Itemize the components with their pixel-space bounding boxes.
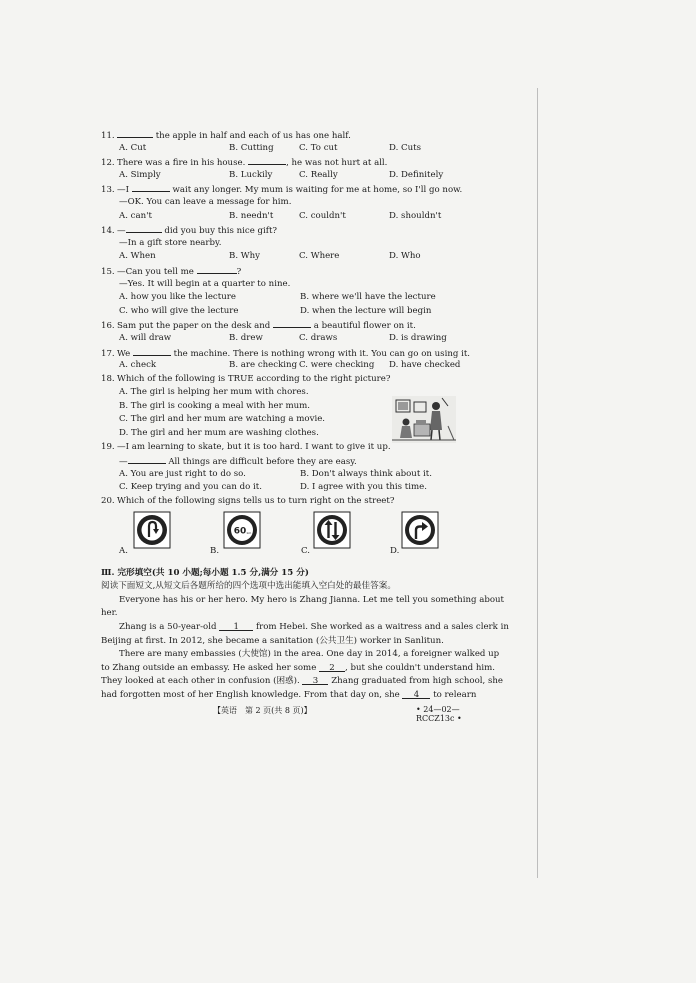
question-14-reply: —In a gift store nearby. — [119, 237, 222, 248]
options-16: A. will draw B. drew C. draws D. is drawing — [119, 332, 447, 343]
answer-blank — [126, 223, 162, 233]
options-17: A. check B. are checking C. were checking D. have checked — [119, 360, 461, 371]
no-u-turn-sign-icon — [133, 511, 171, 549]
family-picture — [392, 396, 456, 443]
passage-p2-line1: Zhang is a 50-year-old 1 from Hebei. She worked as a waitress and a sales clerk in — [119, 622, 509, 632]
options-19-cd: C. Keep trying and you can do it. D. I agree with you this time. — [119, 482, 427, 493]
option-a: A. Cut — [119, 142, 147, 153]
section-title: Ⅲ. 完形填空(共 10 小题;每小题 1.5 分,满分 15 分) — [101, 567, 309, 578]
options-15-cd: C. who will give the lecture D. when the lecture will begin — [119, 305, 432, 316]
answer-blank — [273, 318, 311, 328]
question-19: 19. —I am learning to skate, but it is too hard. I want to give it up. — [101, 441, 391, 452]
options-12: A. Simply B. Luckily C. Really D. Definitely — [119, 169, 444, 180]
question-20: 20. Which of the following signs tells us to turn right on the street? — [101, 496, 395, 507]
cloze-blank-3: 3 — [302, 675, 328, 685]
question-11: 11. the apple in half and each of us has one half. — [101, 128, 488, 142]
question-19-reply: — All things are difficult before they are easy. — [101, 454, 488, 468]
question-15-reply: —Yes. It will begin at a quarter to nine. — [119, 278, 291, 289]
options-15-ab: A. how you like the lecture B. where we'll have the lecture — [119, 292, 436, 303]
question-17: 17. We the machine. There is nothing wrong with it. You can go on using it. — [101, 346, 488, 360]
answer-blank — [117, 128, 153, 138]
traffic-signs: A. B. 60 km C. D. — [101, 511, 488, 567]
svg-text:60: 60 — [233, 526, 247, 537]
answer-blank — [132, 182, 170, 192]
page-edge-line — [537, 88, 538, 878]
footer-page-info: 【英语 第 2 页(共 8 页)】 — [213, 706, 312, 715]
answer-blank — [197, 264, 237, 274]
passage-p1-line2: her. — [101, 608, 118, 619]
question-12: 12. There was a fire in his house. , he was not hurt at all. — [101, 155, 488, 169]
question-14: 14. — did you buy this nice gift? — [101, 223, 488, 237]
options-11 — [101, 142, 488, 156]
option-c: C. To cut — [299, 142, 338, 153]
passage-p2-line2: Beijing at first. In 2012, she became a sanitation (公共卫生) worker in Sanlitun. — [101, 635, 444, 646]
question-16: 16. Sam put the paper on the desk and a beautiful flower on it. — [101, 318, 488, 332]
cloze-blank-2: 2 — [319, 662, 345, 672]
cloze-blank-1: 1 — [219, 621, 253, 631]
options-14: A. When B. Why C. Where D. Who — [119, 251, 421, 262]
answer-blank — [128, 454, 166, 464]
option-18-a: A. The girl is helping her mum with chores. — [119, 387, 309, 398]
option-d: D. Cuts — [389, 142, 422, 153]
question-number: 11. — [101, 131, 115, 141]
option-18-c: C. The girl and her mum are watching a movie. — [119, 414, 326, 425]
answer-blank — [248, 155, 286, 165]
option-b: B. Cutting — [229, 142, 274, 153]
turn-right-sign-icon — [401, 511, 439, 549]
svg-text:km: km — [246, 530, 252, 535]
footer-code: • 24—02—RCCZ13c • — [416, 705, 462, 723]
options-19-ab: A. You are just right to do so. B. Don't always think about it. — [119, 468, 432, 479]
question-15: 15. —Can you tell me ? — [101, 264, 488, 278]
question-18: 18. Which of the following is TRUE according to the right picture? — [101, 373, 391, 384]
passage-p3-line3: They looked at each other in confusion (困惑). 3 Zhang graduated from high school, she — [101, 676, 504, 687]
passage-p3-line1: There are many embassies (大使馆) in the area. One day in 2014, a foreigner walked up — [119, 649, 500, 660]
passage-p1-line1: Everyone has his or her hero. My hero is Zhang Jianna. Let me tell you something about — [119, 594, 505, 605]
cloze-blank-4: 4 — [402, 689, 430, 699]
exam-content — [101, 128, 509, 703]
option-18-b: B. The girl is cooking a meal with her mum. — [119, 400, 311, 411]
question-13: 13. —I wait any longer. My mum is waiting for me at home, so I'll go now. — [101, 182, 488, 196]
passage-p3-line4: had forgotten most of her English knowledge. From that day on, she 4 to relearn — [101, 689, 477, 700]
option-18-d: D. The girl and her mum are washing clothes. — [119, 428, 319, 439]
two-way-traffic-sign-icon — [313, 511, 351, 549]
options-13: A. can't B. needn't C. couldn't D. shouldn't — [119, 210, 442, 221]
section-instruction: 阅读下面短文,从短文后各题所给的四个选项中选出能填入空白处的最佳答案。 — [101, 581, 396, 592]
speed-limit-sign-icon — [223, 511, 261, 549]
question-13-reply: —OK. You can leave a message for him. — [119, 196, 292, 207]
passage-p3-line2: to Zhang outside an embassy. He asked her some 2 , but she couldn't understand him. — [101, 662, 496, 673]
answer-blank — [133, 346, 171, 356]
